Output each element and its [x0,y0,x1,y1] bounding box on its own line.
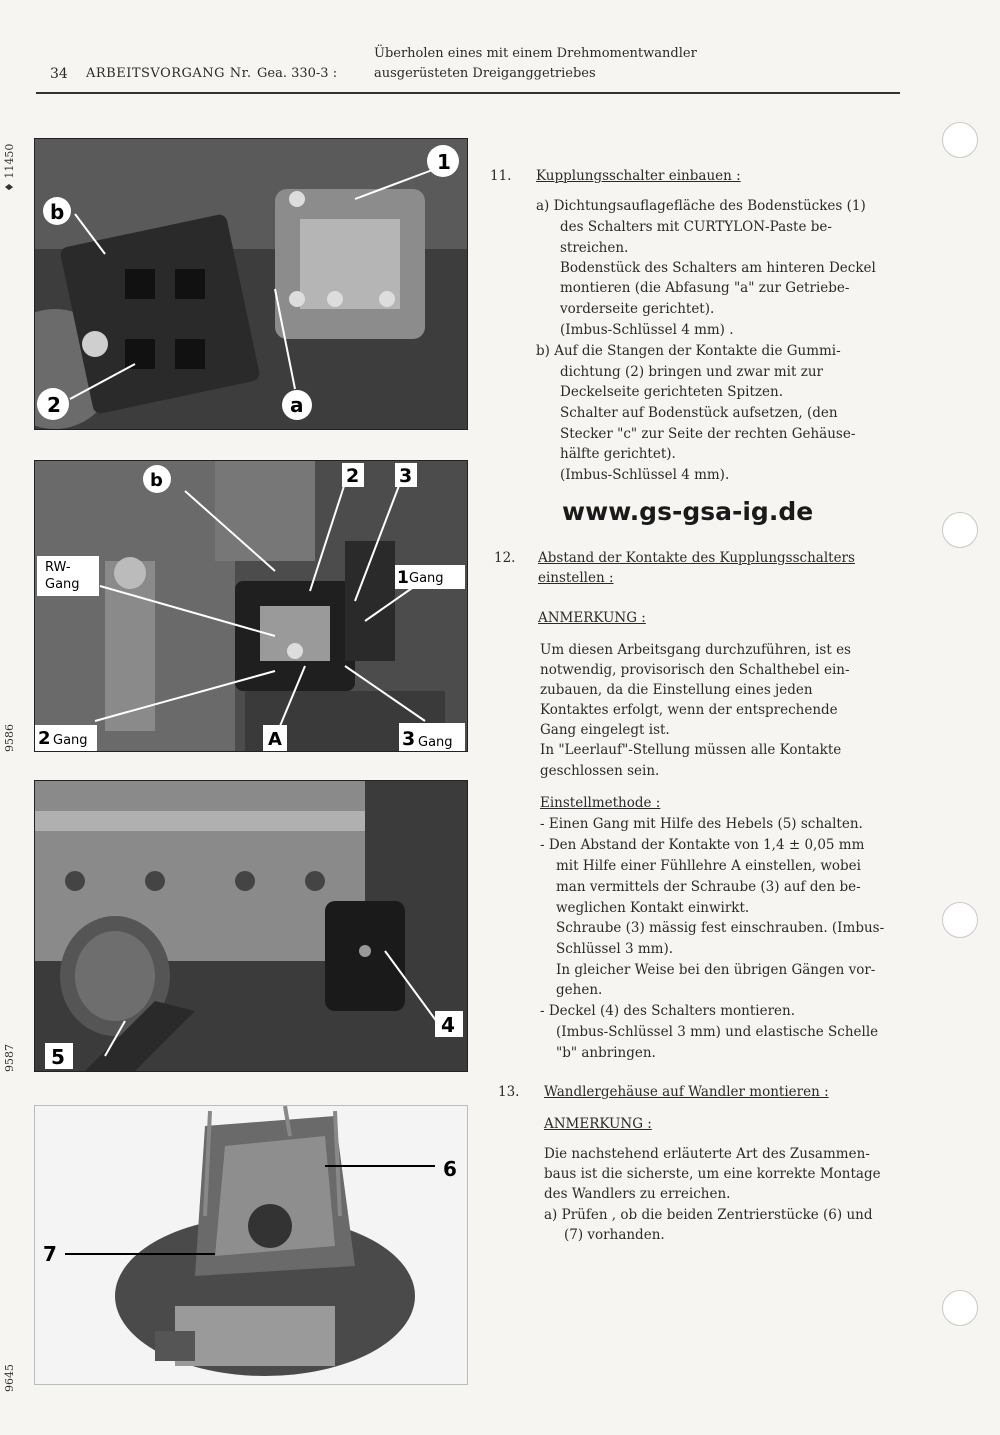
text-line: (Imbus-Schlüssel 4 mm). [560,467,730,483]
section-12 [490,548,890,1068]
section-13 [490,1082,890,1252]
figure-code: 9587 [3,1044,16,1072]
section-number: 13. [498,1084,520,1100]
page-header [36,44,900,94]
label-gang1: Gang [409,571,444,586]
text-line: In gleicher Weise bei den übrigen Gängen vor- [556,962,876,978]
text-line: streichen. [560,240,629,256]
punch-hole [942,512,978,548]
text-line: - Deckel (4) des Schalters montieren. [540,1003,796,1019]
figure-3-photo [34,780,468,1072]
section-number: 11. [490,168,512,184]
figure-code: ♦ 11450 [3,143,16,192]
text-line: dichtung (2) bringen und zwar mit zur [560,364,823,380]
text-line: Deckelseite gerichteten Spitzen. [560,384,783,400]
watermark-url: www.gs-gsa-ig.de [562,497,814,526]
figure-1-photo [34,138,468,430]
punch-hole [942,122,978,158]
text-line: gehen. [556,982,603,998]
text-line: vorderseite gerichtet). [560,301,715,317]
title-line-2: ausgerüsteten Dreiganggetriebes [374,66,596,81]
section-heading-2: einstellen : [538,570,614,586]
figure-code: 9645 [3,1364,16,1392]
section-11 [490,166,890,486]
text-line: des Schalters mit CURTYLON-Paste be- [560,219,832,235]
page-title [374,44,697,84]
operation-label: ARBEITSVORGANG Nr. [86,66,252,81]
text-line: Kontaktes erfolgt, wenn der entsprechende [540,702,838,718]
text-line: zubauen, da die Einstellung eines jeden [540,682,813,698]
text-line: Die nachstehend erläuterte Art des Zusammen- [544,1146,870,1162]
contact-switch-photo [35,461,467,751]
text-line: des Wandlers zu erreichen. [544,1186,731,1202]
text-line: (Imbus-Schlüssel 3 mm) und elastische Schelle [556,1024,879,1040]
note-label: ANMERKUNG : [544,1116,652,1132]
title-line-1: Überholen eines mit einem Drehmomentwandler [374,46,697,61]
text-line: notwendig, provisorisch den Schalthebel ein- [540,662,850,678]
text-line: montieren (die Abfasung "a" zur Getriebe- [560,280,850,296]
label-2: 2 [346,465,360,487]
text-line: In "Leerlauf"-Stellung müssen alle Kontakte [540,742,842,758]
label-gang3-num: 3 [402,728,416,750]
text-line: (7) vorhanden. [564,1227,665,1243]
text-line: a) Prüfen , ob die beiden Zentrierstücke (6) und [544,1207,873,1223]
label-a: a [290,393,304,417]
figure-code: 9586 [3,724,16,752]
label-1: 1 [437,150,451,174]
label-gang3: Gang [418,735,453,750]
label-5: 5 [51,1045,65,1069]
page-number: 34 [50,66,68,82]
label-b: b [50,200,65,224]
header-rule [36,92,900,94]
label-6: 6 [443,1157,457,1181]
text-line: Um diesen Arbeitsgang durchzuführen, ist es [540,642,851,658]
gearbox-cover-photo [35,781,467,1071]
label-b: b [150,470,163,491]
section-number: 12. [494,550,516,566]
label-4: 4 [441,1013,455,1037]
label-gang2-num: 2 [38,728,51,749]
method-label: Einstellmethode : [540,795,661,811]
switch-base-photo [35,139,467,429]
text-line: mit Hilfe einer Fühllehre A einstellen, wobei [556,858,861,874]
text-line: (Imbus-Schlüssel 4 mm) . [560,322,734,338]
label-rw: RW- [45,560,71,575]
figure-4-photo [34,1105,468,1385]
figure-2-photo [34,460,468,752]
label-2: 2 [47,393,61,417]
section-heading: Wandlergehäuse auf Wandler montieren : [544,1084,829,1100]
section-heading: Abstand der Kontakte des Kupplungsschalters [538,550,855,566]
text-line: b) Auf die Stangen der Kontakte die Gummi- [536,343,841,359]
text-line: Schalter auf Bodenstück aufsetzen, (den [560,405,838,421]
text-line: Stecker "c" zur Seite der rechten Gehäuse- [560,426,856,442]
text-line: Schraube (3) mässig fest einschrauben. (Imbus- [556,920,885,936]
label-rw-gang: Gang [45,577,80,592]
text-line: Schlüssel 3 mm). [556,941,674,957]
text-line: a) Dichtungsauflagefläche des Bodenstückes (1) [536,198,866,214]
text-line: baus ist die sicherste, um eine korrekte Montage [544,1166,881,1182]
note-label: ANMERKUNG : [538,610,646,626]
punch-hole [942,902,978,938]
label-gang2: Gang [53,733,88,748]
label-7: 7 [43,1242,57,1266]
text-line: Bodenstück des Schalters am hinteren Deckel [560,260,876,276]
converter-housing-photo [35,1106,467,1384]
text-line: man vermittels der Schraube (3) auf den be- [556,879,861,895]
text-line: hälfte gerichtet). [560,446,676,462]
punch-hole [942,1290,978,1326]
text-line: "b" anbringen. [556,1045,656,1061]
text-line: geschlossen sein. [540,763,660,779]
section-heading: Kupplungsschalter einbauen : [536,168,741,184]
text-line: Gang eingelegt ist. [540,722,670,738]
gearbox-code: Gea. 330-3 : [257,66,338,81]
text-line: weglichen Kontakt einwirkt. [556,900,750,916]
label-3: 3 [399,465,413,487]
label-gang1-num: 1 [397,568,409,588]
text-line: - Den Abstand der Kontakte von 1,4 ± 0,05 mm [540,837,865,853]
label-A: A [268,729,282,750]
text-line: - Einen Gang mit Hilfe des Hebels (5) schalten. [540,816,863,832]
